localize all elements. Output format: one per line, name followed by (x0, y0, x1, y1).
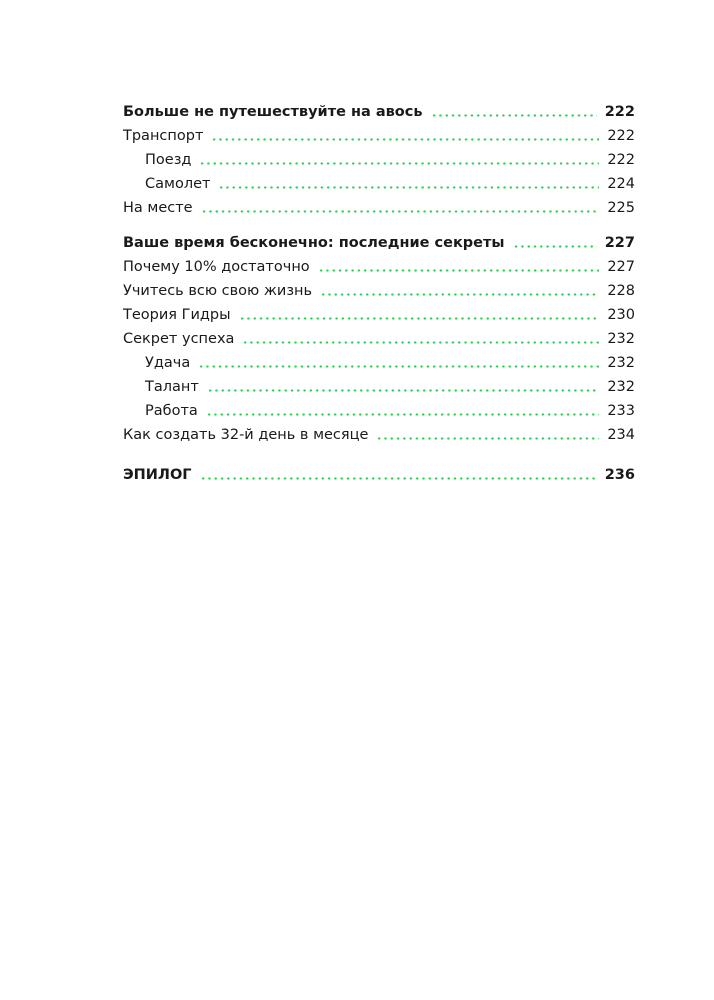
toc-entry (123, 328, 635, 350)
dot-leader (201, 210, 600, 213)
toc-entry (123, 101, 635, 123)
toc-entry-page: 234 (607, 427, 635, 443)
toc-entry-title: ЭПИЛОГ (123, 467, 192, 483)
toc-entry-page: 225 (607, 200, 635, 216)
toc-entry-title: Самолет (145, 176, 211, 192)
dot-leader (239, 317, 600, 320)
toc-entry-page: 222 (604, 104, 635, 120)
toc-entry (123, 424, 635, 446)
toc-entry (123, 376, 635, 398)
toc-entry (123, 256, 635, 278)
toc-entry (123, 197, 635, 219)
toc-entry (123, 149, 635, 171)
toc-entry (123, 352, 635, 374)
toc-entry-title: Теория Гидры (123, 307, 231, 323)
dot-leader (207, 389, 599, 392)
toc-entry-page: 224 (607, 176, 635, 192)
toc-entry-page: 232 (607, 379, 635, 395)
dot-leader (218, 186, 599, 189)
dot-leader (320, 293, 599, 296)
toc-entry-title: Поезд (145, 152, 192, 168)
toc-entry-title: Как создать 32-й день в месяце (123, 427, 369, 443)
toc-entry-page: 228 (607, 283, 635, 299)
toc-entry-page: 232 (607, 355, 635, 371)
toc-entry-title: Секрет успеха (123, 331, 235, 347)
dot-leader (431, 114, 597, 117)
toc-entry-page: 222 (607, 128, 635, 144)
toc-entry (123, 125, 635, 147)
dot-leader (199, 162, 599, 165)
toc-entry-page: 222 (607, 152, 635, 168)
toc-entry-title: Ваше время бесконечно: последние секреты (123, 235, 505, 251)
toc-entry (123, 400, 635, 422)
toc-entry-epilogue (123, 464, 635, 486)
toc-entry-page: 230 (607, 307, 635, 323)
toc-entry-page: 227 (607, 259, 635, 275)
toc-entry-page: 233 (607, 403, 635, 419)
dot-leader (200, 477, 597, 480)
toc-entry-title: На месте (123, 200, 193, 216)
dot-leader (242, 341, 599, 344)
toc-entry-page: 232 (607, 331, 635, 347)
toc-entry (123, 173, 635, 195)
dot-leader (318, 269, 600, 272)
toc-entry (123, 232, 635, 254)
toc-entry-title: Транспорт (123, 128, 204, 144)
dot-leader (211, 138, 599, 141)
dot-leader (513, 245, 597, 248)
dot-leader (206, 413, 600, 416)
toc-entry-page: 227 (604, 235, 635, 251)
toc-entry-title: Учитесь всю свою жизнь (123, 283, 313, 299)
dot-leader (198, 365, 599, 368)
toc-entry-title: Удача (145, 355, 191, 371)
toc-entry-title: Талант (145, 379, 199, 395)
toc-entry-page: 236 (604, 467, 635, 483)
toc-entry-title: Работа (145, 403, 198, 419)
toc-entry (123, 280, 635, 302)
dot-leader (376, 437, 599, 440)
toc-entry (123, 304, 635, 326)
toc-entry-title: Больше не путешествуйте на авось (123, 104, 423, 120)
toc-entry-title: Почему 10% достаточно (123, 259, 310, 275)
